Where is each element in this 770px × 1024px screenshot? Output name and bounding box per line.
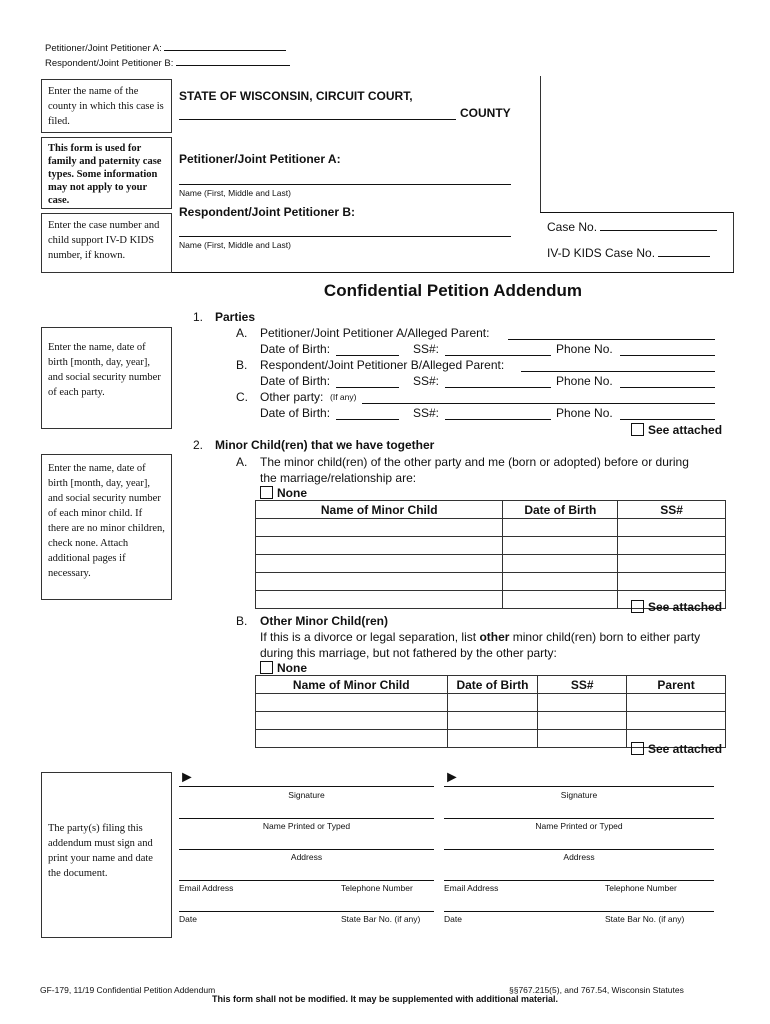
table-row <box>256 694 726 712</box>
table-cell[interactable] <box>503 573 618 591</box>
caption-divider-top <box>540 212 733 213</box>
col-ss: SS# <box>618 501 726 519</box>
col-dob: Date of Birth <box>447 676 538 694</box>
name-caption-right: Name Printed or Typed <box>535 821 623 831</box>
section2a-text-2: the marriage/relationship are: <box>260 471 417 485</box>
signature-arrow-icon: ► <box>179 769 195 786</box>
footer-notice: This form shall not be modified. It may be supplemented with additional material. <box>211 994 559 1004</box>
party-a-phone-label: Phone No. <box>556 342 613 356</box>
party-c-dob-field[interactable] <box>336 419 399 420</box>
caption-divider-right <box>733 212 734 272</box>
telephone-caption-right: Telephone Number <box>605 883 677 893</box>
none-b-checkbox[interactable] <box>260 661 273 674</box>
see-attached-parties: See attached <box>631 423 722 437</box>
table-row <box>256 555 726 573</box>
none-a-checkbox[interactable] <box>260 486 273 499</box>
see-attached-children-a-checkbox[interactable] <box>631 600 644 613</box>
see-attached-children-a: See attached <box>631 600 722 614</box>
page-title: Confidential Petition Addendum <box>323 281 583 300</box>
party-c-ss-field[interactable] <box>445 419 551 420</box>
address-line-left[interactable] <box>179 849 434 850</box>
name-line-left[interactable] <box>179 818 434 819</box>
sidebar-parties-note: Enter the name, date of birth [month, day, year], and social security number of each party. <box>41 327 172 429</box>
address-line-right[interactable] <box>444 849 714 850</box>
county-name-field[interactable] <box>179 119 456 120</box>
table-cell[interactable] <box>256 573 503 591</box>
col-name: Name of Minor Child <box>256 501 503 519</box>
party-b-name-field[interactable] <box>521 371 715 372</box>
sidebar-form-use-note: This form is used for family and paternity case types. Some information may not apply to your case. <box>41 137 172 209</box>
section2-heading: Minor Child(ren) that we have together <box>215 438 435 452</box>
case-no-field[interactable] <box>600 221 717 231</box>
see-attached-parties-checkbox[interactable] <box>631 423 644 436</box>
name-line-right[interactable] <box>444 818 714 819</box>
email-line-right[interactable] <box>444 880 714 881</box>
table-row <box>256 712 726 730</box>
header-respondent-b-field[interactable] <box>176 56 290 66</box>
date-line-left[interactable] <box>179 911 434 912</box>
section1-heading: Parties <box>215 310 256 324</box>
county-label: COUNTY <box>460 106 511 120</box>
table-row <box>256 519 726 537</box>
name-hint-a: Name (First, Middle and Last) <box>179 188 291 198</box>
col-ss: SS# <box>538 676 627 694</box>
signature-line-left[interactable] <box>179 786 434 787</box>
section2-num: 2. <box>193 438 204 452</box>
caption-respondent-b-label: Respondent/Joint Petitioner B: <box>179 205 356 219</box>
party-b-ss-label: SS#: <box>413 374 440 388</box>
party-a-dob-label: Date of Birth: <box>260 342 331 356</box>
none-b: None <box>260 661 307 675</box>
see-attached-children-b-checkbox[interactable] <box>631 742 644 755</box>
caption-divider-bottom <box>172 272 734 273</box>
col-name: Name of Minor Child <box>256 676 448 694</box>
party-a-letter: A. <box>236 326 248 340</box>
table-cell[interactable] <box>618 519 726 537</box>
party-a-ss-label: SS#: <box>413 342 440 356</box>
section2b-heading: Other Minor Child(ren) <box>260 614 388 628</box>
name-hint-b: Name (First, Middle and Last) <box>179 240 291 250</box>
signature-caption-right: Signature <box>560 790 598 800</box>
header-petitioner-a-field[interactable] <box>164 41 286 51</box>
table-cell[interactable] <box>618 537 726 555</box>
party-b-dob-label: Date of Birth: <box>260 374 331 388</box>
caption-petitioner-a-field[interactable] <box>179 184 511 185</box>
party-a-phone-field[interactable] <box>620 355 715 356</box>
party-b-letter: B. <box>236 358 248 372</box>
date-line-right[interactable] <box>444 911 714 912</box>
party-a-dob-field[interactable] <box>336 355 399 356</box>
bar-no-caption-right: State Bar No. (if any) <box>605 914 685 924</box>
bar-no-caption-left: State Bar No. (if any) <box>341 914 421 924</box>
section2b-letter: B. <box>236 614 248 628</box>
caption-respondent-b-field[interactable] <box>179 236 511 237</box>
table-cell[interactable] <box>503 555 618 573</box>
table-row <box>256 573 726 591</box>
party-c-name-field[interactable] <box>362 403 715 404</box>
footer-statutes: §§767.215(5), and 767.54, Wisconsin Statutes <box>509 985 684 995</box>
table-cell[interactable] <box>503 519 618 537</box>
table-cell[interactable] <box>447 730 538 748</box>
section2a-text-1: The minor child(ren) of the other party and me (born or adopted) before or during <box>260 455 689 469</box>
telephone-caption-left: Telephone Number <box>341 883 413 893</box>
table-cell[interactable] <box>538 694 627 712</box>
children-table-a-header <box>256 501 726 519</box>
table-cell[interactable] <box>256 555 503 573</box>
table-cell[interactable] <box>503 591 618 609</box>
col-parent: Parent <box>627 676 726 694</box>
date-caption-left: Date <box>179 914 197 924</box>
table-cell[interactable] <box>256 537 503 555</box>
party-b-dob-field[interactable] <box>336 387 399 388</box>
email-line-left[interactable] <box>179 880 434 881</box>
section1-num: 1. <box>193 310 204 324</box>
party-c-hint: (If any) <box>330 392 357 402</box>
section2b-text-2: during this marriage, but not fathered by the other party: <box>260 646 557 660</box>
caption-divider-vertical <box>540 76 541 212</box>
table-cell[interactable] <box>447 712 538 730</box>
see-attached-children-b: See attached <box>631 742 722 756</box>
court-title: STATE OF WISCONSIN, CIRCUIT COURT, <box>179 89 413 103</box>
address-caption-left: Address <box>290 852 323 862</box>
sidebar-children-note: Enter the name, date of birth [month, day, year], and social security number of each minor child. If there are no minor children, check none. Attach additional pages if necessary. <box>41 454 172 600</box>
signature-arrow-icon: ► <box>444 769 460 786</box>
section2a-letter: A. <box>236 455 248 469</box>
party-b-phone-field[interactable] <box>620 387 715 388</box>
table-cell[interactable] <box>627 712 726 730</box>
table-cell[interactable] <box>618 573 726 591</box>
ivd-case-no: IV-D KIDS Case No. <box>547 246 710 260</box>
table-cell[interactable] <box>447 694 538 712</box>
footer-form-id: GF-179, 11/19 Confidential Petition Addendum <box>40 985 216 995</box>
party-c-phone-label: Phone No. <box>556 406 613 420</box>
table-row <box>256 537 726 555</box>
signature-caption-left: Signature <box>288 790 325 800</box>
case-no: Case No. <box>547 220 717 234</box>
table-cell[interactable] <box>256 712 448 730</box>
children-table-b <box>255 675 726 748</box>
header-respondent-b: Respondent/Joint Petitioner B: <box>45 56 290 69</box>
ivd-case-no-field[interactable] <box>658 247 710 257</box>
table-cell[interactable] <box>538 730 627 748</box>
party-b-label: Respondent/Joint Petitioner B/Alleged Parent: <box>260 358 505 372</box>
party-c-label: Other party: <box>260 390 324 404</box>
table-cell[interactable] <box>256 519 503 537</box>
party-a-label: Petitioner/Joint Petitioner A/Alleged Parent: <box>260 326 490 340</box>
table-cell[interactable] <box>256 591 503 609</box>
table-cell[interactable] <box>627 694 726 712</box>
header-petitioner-a: Petitioner/Joint Petitioner A: <box>45 41 286 54</box>
party-a-ss-field[interactable] <box>445 355 551 356</box>
name-caption-left: Name Printed or Typed <box>262 821 351 831</box>
email-caption-left: Email Address <box>179 883 234 893</box>
table-cell[interactable] <box>503 537 618 555</box>
sidebar-case-number-note: Enter the case number and child support IV-D KIDS number, if known. <box>41 213 172 273</box>
caption-petitioner-a-label: Petitioner/Joint Petitioner A: <box>179 152 341 166</box>
children-table-a <box>255 500 726 609</box>
table-cell[interactable] <box>256 694 448 712</box>
children-table-b-header <box>256 676 726 694</box>
party-c-dob-label: Date of Birth: <box>260 406 331 420</box>
date-caption-right: Date <box>444 914 462 924</box>
none-a: None <box>260 486 307 500</box>
sidebar-signature-note: The party(s) filing this addendum must sign and print your name and date the document. <box>41 772 172 938</box>
table-cell[interactable] <box>618 555 726 573</box>
party-c-ss-label: SS#: <box>413 406 440 420</box>
party-c-phone-field[interactable] <box>620 419 715 420</box>
signature-line-right[interactable] <box>444 786 714 787</box>
address-caption-right: Address <box>563 852 595 862</box>
party-b-phone-label: Phone No. <box>556 374 613 388</box>
party-b-ss-field[interactable] <box>445 387 551 388</box>
party-a-name-field[interactable] <box>508 339 715 340</box>
email-caption-right: Email Address <box>444 883 499 893</box>
table-cell[interactable] <box>538 712 627 730</box>
col-dob: Date of Birth <box>503 501 618 519</box>
sidebar-county-note: Enter the name of the county in which this case is filed. <box>41 79 172 133</box>
party-c-letter: C. <box>236 390 248 404</box>
table-cell[interactable] <box>256 730 448 748</box>
section2b-text-1: If this is a divorce or legal separation, list other minor child(ren) born to either party <box>260 630 701 644</box>
